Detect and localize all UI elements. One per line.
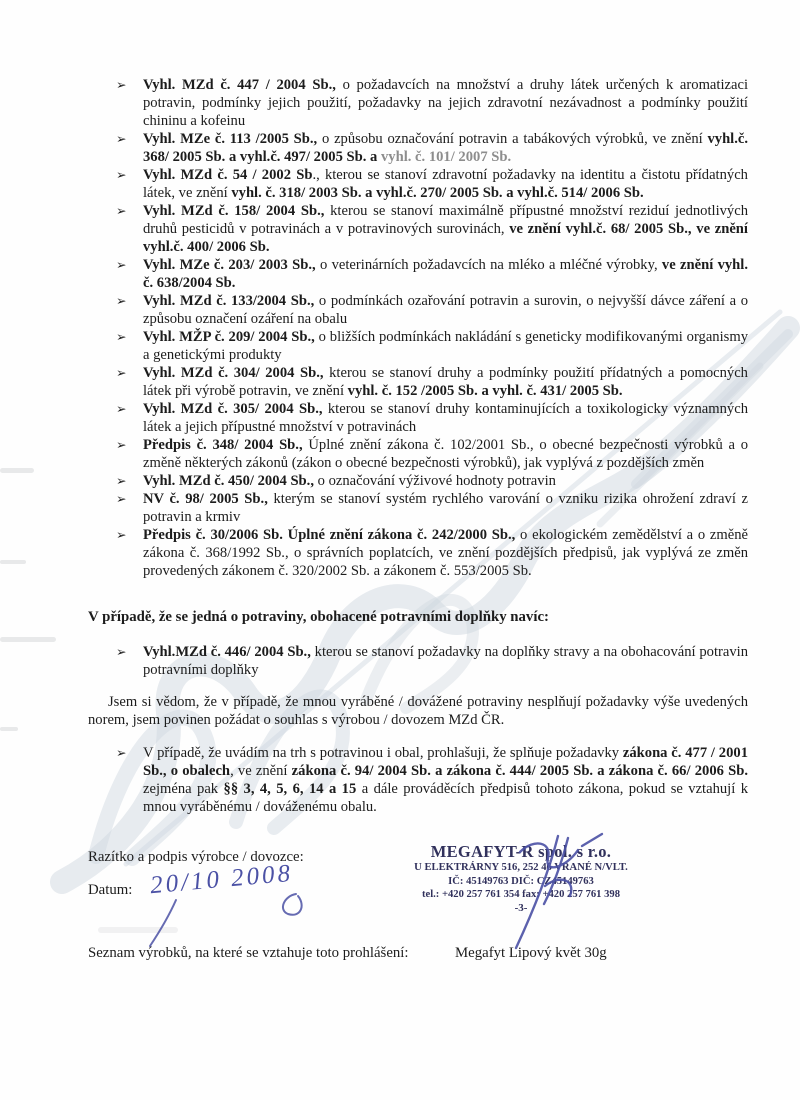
arrow-bullet-icon: ➢ (116, 257, 127, 272)
text-run: Úplné znění zákona č. 102/2001 Sb., o obecné bezpečnosti výrobků a o změně některých zákonů (zákon o obecné bezpečnosti výrobků), jak vyplývá z pozdějších změn (143, 437, 749, 471)
text-run: kterou se stanoví maximálně přípustné množství reziduí jednotlivých druhů pesticidů v potravinách a v potravinových surovinách, (143, 203, 748, 237)
stamp-company-name: MEGAFYT-R spol. s r.o. (430, 842, 612, 861)
stamp-signature-label: Razítko a podpis výrobce / dovozce: (88, 849, 304, 865)
list-item-text (143, 491, 748, 525)
text-run: Předpis č. 30/2006 Sb. Úplné znění zákona č. 242/2000 Sb., (143, 527, 516, 543)
list-item-text (143, 401, 748, 435)
text-run: o požadavcích na množství a druhy látek určených k aromatizaci potravin, podmínky jejich použití, požadavky na jejich zdravotní nezávadnost a podmínky použití chininu a kofeinu (143, 77, 748, 129)
list-item-text (143, 365, 748, 399)
product-name: Megafyt Lipový květ 30g (455, 945, 607, 961)
scan-artifact (98, 927, 178, 933)
list-item (88, 256, 748, 292)
text-run: o ekologickém zemědělství a o změně zákona č. 368/1992 Sb., o správních poplatcích, ve znění pozdějších předpisů, jak vyplývá ze změn provedených zákonem č. 320/2002 Sb. a zákonem č. 553/2005 Sb. (143, 527, 748, 579)
list-item-text (143, 473, 556, 489)
text-run: o označování výživové hodnoty potravin (313, 473, 556, 489)
text-run: o podmínkách ozařování potravin a surovin, o nejvyšší dávce záření a o způsobu označení ozáření na obalu (143, 293, 749, 327)
text-run: vyhl. č. 152 /2005 Sb. a vyhl. č. 431/ 2005 Sb. (347, 383, 623, 399)
arrow-bullet-icon: ➢ (116, 437, 127, 452)
text-run: ., kterou se stanoví zdravotní požadavky na identitu a čistotu přídatných látek, ve znění (143, 167, 748, 201)
list-item (88, 643, 748, 679)
list-item-text (143, 131, 748, 165)
text-run: V případě, že se jedná o potraviny, obohacené potravními doplňky navíc: (88, 609, 549, 625)
text-run: Vyhl. MZd č. 450/ 2004 Sb., (143, 473, 314, 489)
text-run: vyhl. č. 318/ 2003 Sb. a vyhl.č. 270/ 2005 Sb. a vyhl.č. 514/ 2006 Sb. (231, 185, 644, 201)
text-run: ve znění vyhl.č. 68/ 2005 Sb., ve znění vyhl.č. 400/ 2006 Sb. (143, 221, 748, 255)
company-stamp (393, 843, 649, 915)
text-run: kterým se stanoví systém rychlého varování o vzniku rizika ohrožení zdraví z potravin a krmiv (143, 491, 748, 525)
list-item (88, 472, 748, 490)
text-run: zákona č. 477 / 2001 Sb., o obalech (143, 745, 748, 779)
arrow-bullet-icon: ➢ (116, 293, 127, 308)
stamp-page-mark: -3- (514, 901, 528, 914)
text-run: Vyhl. MZd č. 305/ 2004 Sb., (143, 401, 323, 417)
products-list-label: Seznam výrobků, na které se vztahuje toto prohlášení: (88, 945, 409, 961)
list-item (88, 436, 748, 472)
text-run: Vyhl. MŽP č. 209/ 2004 Sb., (143, 329, 315, 345)
text-run: zákona č. 94/ 2004 Sb. a zákona č. 444/ 2005 Sb. a zákona č. 66/ 2006 Sb. (291, 763, 748, 779)
scan-artifact (0, 727, 18, 731)
acknowledgement-paragraph (88, 693, 748, 729)
list-item (88, 364, 748, 400)
text-run: o bližších podmínkách nakládání s geneticky modifikovanými organismy a genetickými produkty (143, 329, 748, 363)
supplements-regulation-list (88, 643, 748, 679)
scan-artifact (0, 560, 26, 564)
text-run: Vyhl. MZd č. 447 / 2004 Sb., (143, 77, 336, 93)
text-run: ve znění vyhl. č. 638/2004 Sb. (143, 257, 748, 291)
text-run: Vyhl. MZd č. 158/ 2004 Sb., (143, 203, 325, 219)
list-item-text (143, 745, 748, 815)
text-run: , ve znění (230, 763, 292, 779)
list-item-text (143, 167, 748, 201)
arrow-bullet-icon: ➢ (116, 491, 127, 506)
handwritten-date: 20/10 2008 (149, 859, 295, 900)
text-run: vyhl. č. 101/ 2007 Sb. (381, 149, 512, 165)
list-item-text (143, 203, 748, 255)
arrow-bullet-icon: ➢ (116, 527, 127, 542)
list-item (88, 526, 748, 580)
arrow-bullet-icon: ➢ (116, 167, 127, 182)
text-run: Vyhl. MZe č. 203/ 2003 Sb., (143, 257, 316, 273)
text-run: kterou se stanoví požadavky na doplňky stravy a na obohacování potravin potravními doplňky (143, 644, 748, 678)
list-item-text (143, 77, 748, 129)
list-item (88, 202, 748, 256)
list-item (88, 744, 748, 816)
text-run: NV č. 98/ 2005 Sb., (143, 491, 268, 507)
list-item-text (143, 257, 748, 291)
regulation-list (88, 76, 748, 580)
list-item (88, 166, 748, 202)
text-run: zejména pak (143, 781, 224, 797)
text-run: Předpis č. 348/ 2004 Sb., (143, 437, 303, 453)
list-item-text (143, 329, 748, 363)
arrow-bullet-icon: ➢ (116, 745, 127, 760)
list-item (88, 292, 748, 328)
arrow-bullet-icon: ➢ (116, 473, 127, 488)
list-item (88, 400, 748, 436)
text-run: vyhl.č. 368/ 2005 Sb. a vyhl.č. 497/ 2005 Sb. a (143, 131, 749, 165)
list-item (88, 328, 748, 364)
arrow-bullet-icon: ➢ (116, 203, 127, 218)
text-run: kterou se stanoví druhy kontaminujících a toxikologicky významných látek a jejich přípustné množství v potravinách (143, 401, 748, 435)
arrow-bullet-icon: ➢ (116, 77, 127, 92)
text-run: §§ 3, 4, 5, 6, 14 a 15 (223, 781, 357, 797)
text-run: o způsobu označování potravin a tabákových výrobků, ve znění (317, 131, 708, 147)
list-item (88, 490, 748, 526)
scan-artifact (0, 637, 56, 642)
text-run: a dále prováděcích předpisů tohoto zákona, pokud se vztahují k mnou vyráběnému / dováženému obalu. (143, 781, 748, 815)
list-item (88, 76, 748, 130)
packaging-declaration-list (88, 744, 748, 816)
document-body (88, 76, 748, 816)
stamp-phone-fax: tel.: +420 257 761 354 fax: +420 257 761 398 (421, 889, 621, 900)
stamp-registration-ids: IČ: 45149763 DIČ: CZ45149763 (448, 875, 594, 887)
text-run: Vyhl.MZd č. 446/ 2004 Sb., (143, 644, 311, 660)
text-run: Jsem si vědom, že v případě, že mnou vyráběné / dovážené potraviny nesplňují požadavky výše uvedených norem, jsem povinen požádat o souhlas s výrobou / dovozem MZd ČR. (88, 694, 748, 728)
arrow-bullet-icon: ➢ (116, 131, 127, 146)
list-item-text (143, 293, 748, 327)
arrow-bullet-icon: ➢ (116, 365, 127, 380)
text-run: Vyhl. MZe č. 113 /2005 Sb., (143, 131, 318, 147)
text-run: o veterinárních požadavcích na mléko a mléčné výrobky, (315, 257, 662, 273)
arrow-bullet-icon: ➢ (116, 329, 127, 344)
arrow-bullet-icon: ➢ (116, 401, 127, 416)
stamp-address: U ELEKTRÁRNY 516, 252 46 VRANÉ N/VLT. (414, 862, 628, 873)
date-label: Datum: (88, 882, 133, 898)
text-run: Vyhl. MZd č. 54 / 2002 Sb (143, 167, 313, 183)
supplements-heading (88, 608, 748, 626)
text-run: Vyhl. MZd č. 304/ 2004 Sb., (143, 365, 324, 381)
scan-artifact (0, 468, 34, 473)
list-item (88, 130, 748, 166)
text-run: Vyhl. MZd č. 133/2004 Sb., (143, 293, 315, 309)
text-run: V případě, že uvádím na trh s potravinou i obal, prohlašuji, že splňuje požadavky (143, 745, 623, 761)
arrow-bullet-icon: ➢ (116, 644, 127, 659)
list-item-text (143, 644, 748, 678)
list-item-text (143, 527, 748, 579)
text-run: kterou se stanoví druhy a podmínky použití přídatných a pomocných látek při výrobě potravin, ve znění (143, 365, 748, 399)
list-item-text (143, 437, 748, 471)
